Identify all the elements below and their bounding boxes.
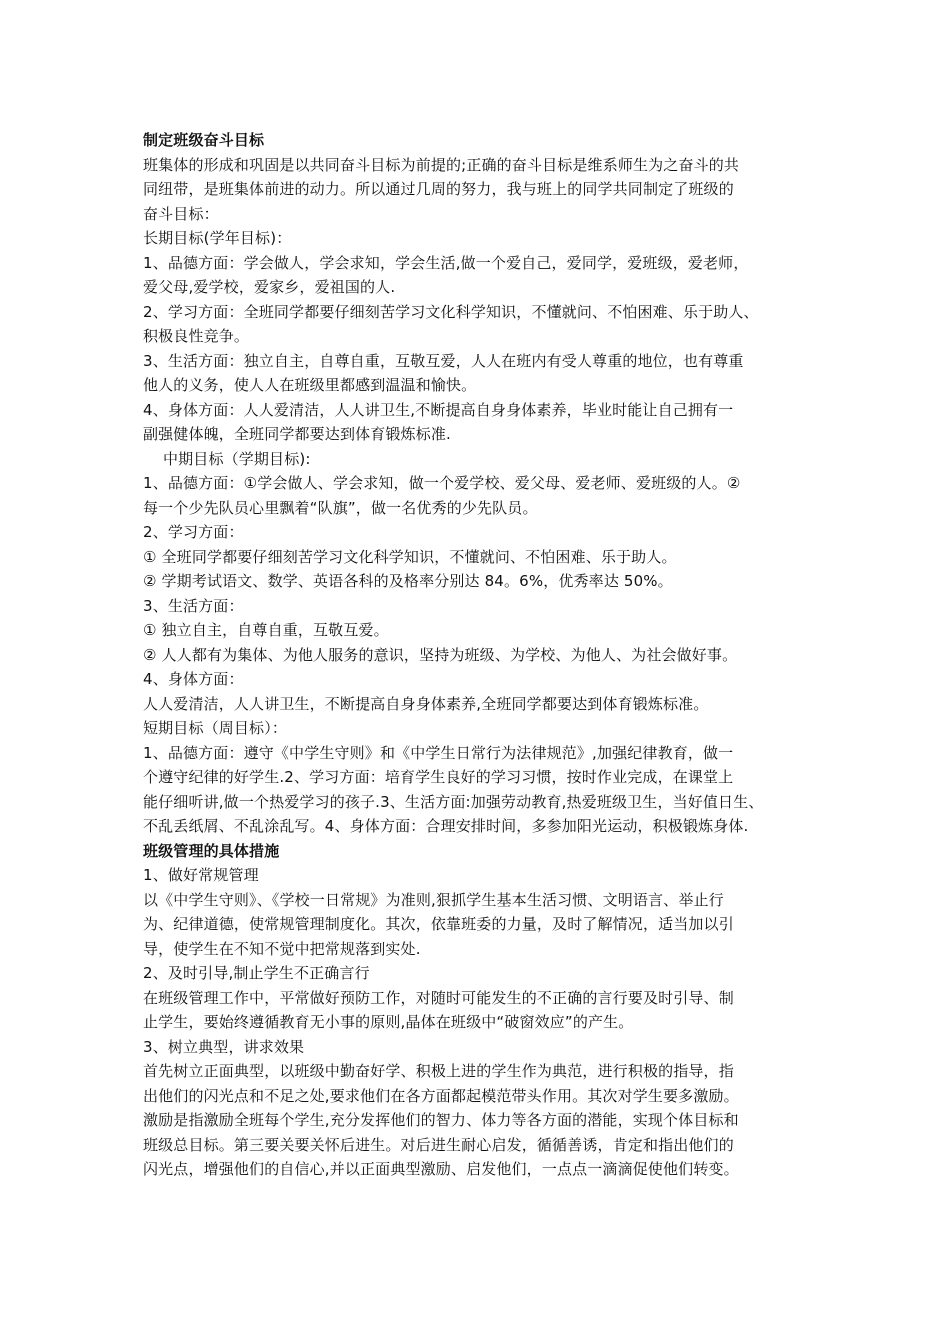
text-line: 1、做好常规管理 (143, 866, 259, 884)
text-line: 2、学习方面：全班同学都要仔细刻苦学习文化科学知识，不懂就问、不怕困难、乐于助人、 (143, 302, 759, 321)
text-line: 班集体的形成和巩固是以共同奋斗目标为前提的;正确的奋斗目标是维系师生为之奋斗的共 (143, 155, 740, 174)
text-line: 他人的义务，使人人在班级里都感到温温和愉快。 (143, 376, 477, 394)
text-line: 副强健体魄，全班同学都要达到体育锻炼标准. (143, 425, 451, 443)
text-line: 以《中学生守则》、《学校一日常规》为准则,狠抓学生基本生活习惯、文明语言、举止行 (143, 890, 724, 909)
text-line: 2、及时引导,制止学生不正确言行 (143, 964, 370, 982)
text-line: 3、生活方面： (143, 596, 244, 615)
text-line: 1、品德方面：遵守《中学生守则》和《中学生日常行为法律规范》,加强纪律教育，做一 (143, 743, 734, 762)
text-line: 止学生，要始终遵循教育无小事的原则,晶体在班级中“破窗效应”的产生。 (143, 1013, 634, 1031)
text-line: 激励是指激励全班每个学生,充分发挥他们的智力、体力等各方面的潜能，实现个体目标和 (143, 1111, 739, 1129)
text-line: 短期目标（周目标）： (143, 719, 288, 737)
text-line: ② 人人都有为集体、为他人服务的意识，坚持为班级、为学校、为他人、为社会做好事。 (143, 645, 738, 664)
text-line: 出他们的闪光点和不足之处,要求他们在各方面都起模范带头作用。其次对学生要多激励。 (143, 1086, 739, 1105)
section-heading: 制定班级奋斗目标 (143, 131, 265, 149)
text-line: 1、品德方面：学会做人，学会求知，学会生活,做一个爱自己，爱同学，爱班级，爱老师， (143, 253, 749, 272)
text-line: 为、纪律道德，使常规管理制度化。其次，依靠班委的力量，及时了解情况，适当加以引 (143, 915, 734, 933)
text-line: 班级总目标。第三要关要关怀后进生。对后进生耐心启发，循循善诱，肯定和指出他们的 (143, 1135, 734, 1154)
text-line: 4、身体方面：人人爱清洁，人人讲卫生,不断提高自身身体素养，毕业时能让自己拥有一 (143, 400, 734, 419)
text-line: 中期目标（学期目标): (163, 449, 311, 468)
text-line: 长期目标(学年目标)： (143, 229, 292, 247)
text-line: 不乱丢纸屑、不乱涂乱写。4、身体方面：合理安排时间，多参加阳光运动，积极锻炼身体. (143, 817, 749, 835)
text-line: 4、身体方面： (143, 670, 244, 688)
text-line: 个遵守纪律的好学生.2、学习方面：培育学生良好的学习习惯，按时作业完成，在课堂上 (143, 768, 734, 786)
text-line: 3、树立典型，讲求效果 (143, 1037, 305, 1056)
text-line: 爱父母,爱学校，爱家乡，爱祖国的人. (143, 278, 396, 296)
text-line: 1、品德方面：①学会做人、学会求知，做一个爱学校、爱父母、爱老师、爱班级的人。② (143, 474, 741, 492)
text-line: 首先树立正面典型，以班级中勤奋好学、积极上进的学生作为典范，进行积极的指导，指 (143, 1062, 734, 1080)
text-line: 人人爱清洁，人人讲卫生，不断提高自身身体素养,全班同学都要达到体育锻炼标准。 (143, 694, 709, 713)
text-line: 每一个少先队员心里飘着“队旗”，做一名优秀的少先队员。 (143, 498, 538, 517)
text-line: 2、学习方面： (143, 523, 244, 541)
text-line: 在班级管理工作中，平常做好预防工作，对随时可能发生的不正确的言行要及时引导、制 (143, 988, 734, 1007)
text-line: 3、生活方面：独立自主，自尊自重，互敬互爱，人人在班内有受人尊重的地位，也有尊重 (143, 351, 744, 370)
text-line: 能仔细听讲,做一个热爱学习的孩子.3、生活方面:加强劳动教育,热爱班级卫生，当好值日生、 (143, 792, 764, 811)
text-line: ① 全班同学都要仔细刻苦学习文化科学知识，不懂就问、不怕困难、乐于助人。 (143, 547, 677, 566)
text-line: 积极良性竞争。 (143, 327, 250, 345)
text-line: ② 学期考试语文、数学、英语各科的及格率分别达 84。6%，优秀率达 50%。 (143, 572, 673, 590)
text-line: 导，使学生在不知不觉中把常规落到实处. (143, 939, 421, 958)
text-line: 奋斗目标： (143, 204, 219, 223)
text-line: 闪光点，增强他们的自信心,并以正面典型激励、启发他们，一点点一滴滴促使他们转变。 (143, 1160, 739, 1178)
text-line: ① 独立自主，自尊自重，互敬互爱。 (143, 621, 389, 639)
document-page (143, 128, 823, 1182)
section-heading: 班级管理的具体措施 (143, 841, 280, 860)
text-line: 同纽带，是班集体前进的动力。所以通过几周的努力，我与班上的同学共同制定了班级的 (143, 180, 734, 198)
